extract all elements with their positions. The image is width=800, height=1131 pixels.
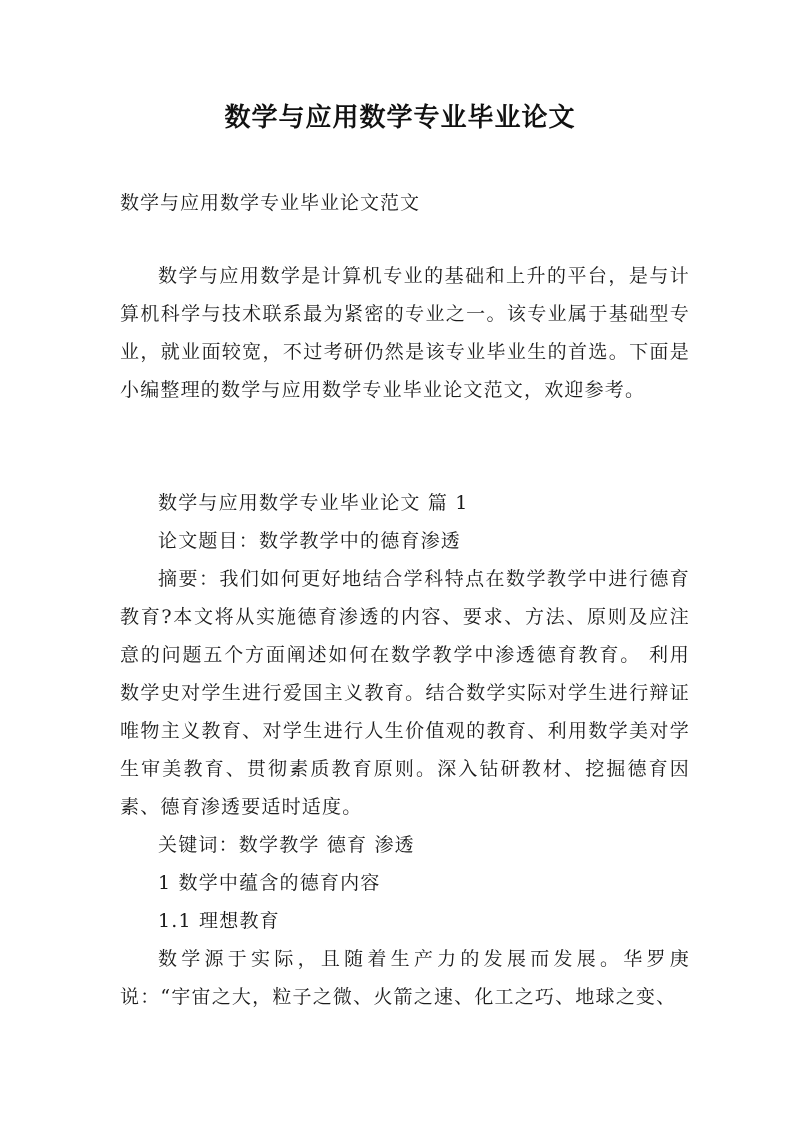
keywords-line: 关键词：数学教学 德育 渗透 <box>158 834 415 856</box>
document-subtitle: 数学与应用数学专业毕业论文范文 <box>120 192 421 214</box>
main-block <box>120 484 690 1016</box>
document-title: 数学与应用数学专业毕业论文 <box>224 103 576 133</box>
heading-1: 1 数学中蕴含的德育内容 <box>158 872 381 894</box>
abstract-paragraph: 摘要：我们如何更好地结合学科特点在数学教学中进行德育教育?本文将从实施德育渗透的内容、要求、方法、原则及应注意的问题五个方面阐述如何在数学教学中渗透德育教育。 利用数学史对学生进行爱国主义教育。结合数学实际对学生进行辩证唯物主义教育、对学生进行人生价值观的教育、利用数学美对学生审美教育、贯彻素质教育原则。深入钻研教材、挖掘德育因素、德育渗透要适时适度。 <box>120 568 690 818</box>
heading-1-1: 1.1 理想教育 <box>158 910 280 932</box>
body-paragraph: 数学源于实际，且随着生产力的发展而发展。华罗庚说：“宇宙之大，粒子之微、火箭之速、化工之巧、地球之变、 <box>120 948 690 1008</box>
section-heading: 数学与应用数学专业毕业论文 篇 1 <box>158 492 469 514</box>
intro-paragraph: 数学与应用数学是计算机专业的基础和上升的平台，是与计算机科学与技术联系最为紧密的专业之一。该专业属于基础型专业，就业面较宽，不过考研仍然是该专业毕业生的首选。下面是小编整理的数学与应用数学专业毕业论文范文，欢迎参考。 <box>120 265 690 401</box>
intro-block <box>120 257 690 409</box>
paper-title: 论文题目：数学教学中的德育渗透 <box>158 530 462 552</box>
